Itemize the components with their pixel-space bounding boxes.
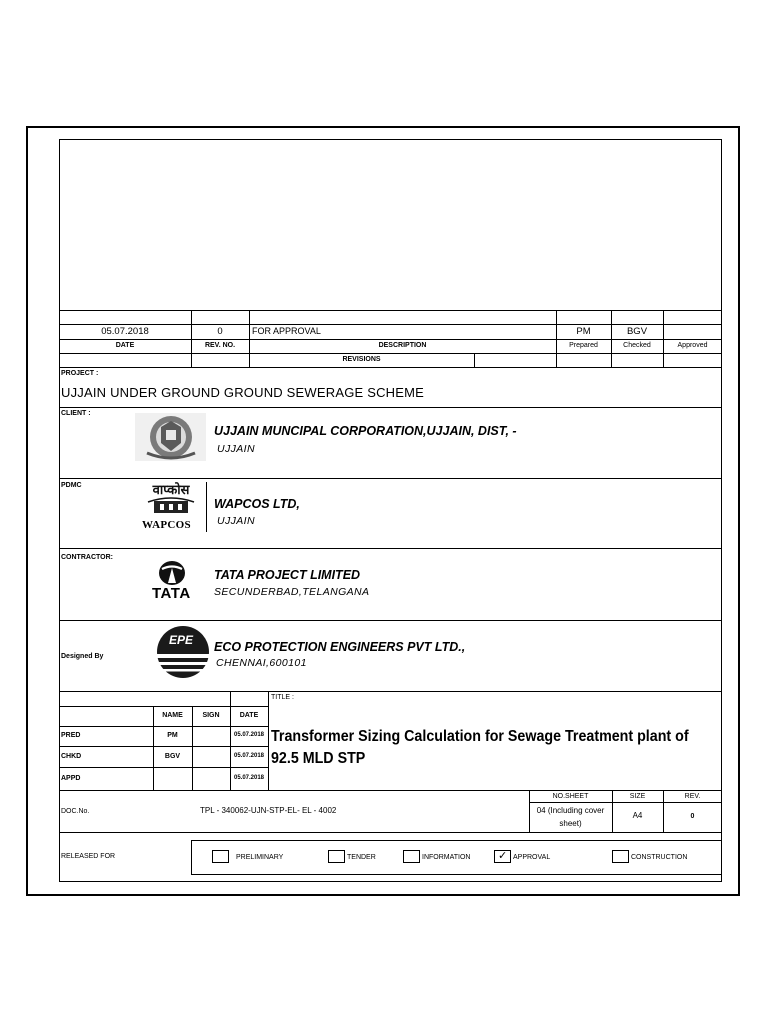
designer-city: CHENNAI,600101 [216,657,307,669]
client-city: UJJAIN [217,443,255,455]
rev-value: 0 [690,813,695,820]
rev-label: REV. [684,793,701,800]
project-name: UJJAIN UNDER GROUND GROUND SEWERAGE SCHEME [61,385,425,400]
wapcos-logo-text: WAPCOS [142,519,191,531]
signoff-role-pred: PRED [61,732,81,739]
rev-date: 05.07.2018 [101,326,149,337]
rev-description: FOR APPROVAL [252,326,321,336]
svg-text:वाप्कोस: वाप्कोस [152,483,190,498]
signoff-name-pred: PM [167,732,178,739]
designer-name: ECO PROTECTION ENGINEERS PVT LTD., [214,640,466,654]
doc-number: TPL - 340062-UJN-STP-EL- EL - 4002 [200,806,337,815]
client-name: UJJAIN MUNCIPAL CORPORATION,UJJAIN, DIST, - [214,424,517,438]
no-sheet-value-1: 04 (Including cover [536,806,605,815]
information-label: INFORMATION [422,854,471,861]
signoff-header-name: NAME [162,712,183,719]
designer-label: Designed By [61,653,104,660]
signoff-header-sign: SIGN [202,712,220,719]
project-label: PROJECT : [61,370,99,377]
approval-label: APPROVAL [513,854,551,861]
rev-prepared: PM [576,326,591,337]
rev-header-prepared: Prepared [569,342,598,349]
title-line-2: 92.5 MLD STP [271,750,366,767]
preliminary-checkbox[interactable] [212,850,229,863]
no-sheet-label: NO.SHEET [552,793,589,800]
approval-checkbox[interactable] [494,850,511,863]
rev-header-rev: REV. NO. [204,342,236,349]
signoff-date-pred: 05.07.2018 [233,732,265,738]
signoff-date-chkd: 05.07.2018 [233,753,265,759]
epe-logo-icon [155,624,211,680]
client-label: CLIENT : [61,410,91,417]
signoff-role-chkd: CHKD [61,753,82,760]
signoff-name-chkd: BGV [164,753,181,760]
title-label: TITLE : [271,694,294,701]
rev-checked: BGV [626,326,648,337]
tata-logo-text: TATA [152,585,191,602]
pdmc-city: UJJAIN [217,515,255,527]
pdmc-label: PDMC [61,482,82,489]
wapcos-logo-icon [138,482,207,532]
doc-label: DOC.No. [61,808,90,815]
title-line-1: Transformer Sizing Calculation for Sewage Treatment plant of [271,728,689,745]
rev-number: 0 [217,326,223,337]
contractor-name: TATA PROJECT LIMITED [214,568,361,582]
rev-header-approved: Approved [677,342,708,349]
released-label: RELEASED FOR [61,853,116,860]
pdmc-name: WAPCOS LTD, [214,497,300,511]
signoff-header-date: DATE [239,712,259,719]
information-checkbox[interactable] [403,850,420,863]
size-value: A4 [632,811,643,820]
construction-label: CONSTRUCTION [631,854,688,861]
tata-logo-icon [150,560,194,602]
preliminary-label: PRELIMINARY [236,854,284,861]
rev-header-date: DATE [115,342,135,349]
size-label: SIZE [629,793,646,800]
no-sheet-value-2: sheet) [559,819,582,828]
revisions-caption: REVISIONS [342,356,381,363]
contractor-label: CONTRACTOR: [61,554,113,561]
ujjain-emblem-icon [135,413,206,461]
construction-checkbox[interactable] [612,850,629,863]
contractor-city: SECUNDERBAD,TELANGANA [214,586,370,598]
signoff-role-appd: APPD [61,775,81,782]
signoff-date-appd: 05.07.2018 [233,775,265,781]
check-icon: ✓ [498,850,508,862]
tender-checkbox[interactable] [328,850,345,863]
rev-header-description: DESCRIPTION [378,342,427,349]
rev-header-checked: Checked [623,342,651,349]
epe-logo-text: EPE [169,633,194,647]
tender-label: TENDER [347,854,376,861]
